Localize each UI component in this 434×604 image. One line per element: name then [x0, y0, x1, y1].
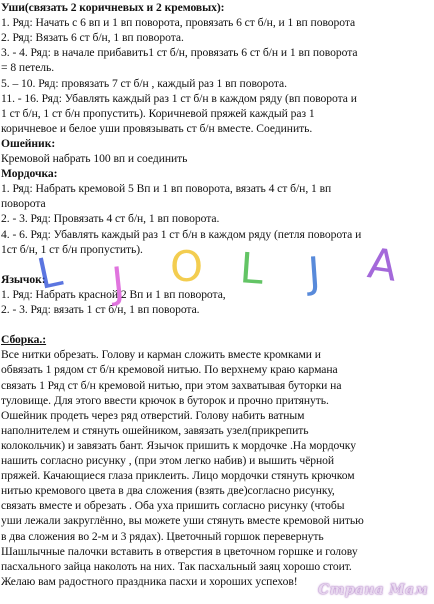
text-line: пряжей. Качающиеся глаза приклеить. Лицо мордочки стянуть крючком: [1, 469, 355, 483]
text-line: 3. - 4. Ряд: в начале прибавить1 ст б/н, провязать 6 ст б/н и 1 вп поворота: [1, 46, 358, 60]
text-line: = 8 петель.: [1, 61, 55, 75]
text-line: 2. - 3. Ряд: вязать 1 ст б/н, 1 вп поворота.: [1, 303, 200, 316]
section-heading: Уши(связать 2 коричневых и 2 кремовых):: [1, 1, 225, 14]
text-line: нашить согласно рисунку , (при этом легко набив) и вышить чёрной: [1, 454, 335, 467]
text-line: 2. - 3. Ряд: Провязать 4 ст б/н, 1 вп поворота.: [1, 212, 220, 226]
text-line: 1ст б/н, 1 ст б/н пропустить).: [1, 242, 143, 256]
text-line: нитью кремового цвета в два сложения (взять две)согласно рисунку,: [1, 484, 335, 498]
text-line: туловище. Для этого ввести крючок в буторок и прочно притянуть.: [1, 393, 329, 407]
section-heading: Ошейник:: [1, 136, 56, 150]
text-line: Кремовой набрать 100 вп и соединить: [1, 152, 188, 165]
text-line: 11. - 16. Ряд: Убавлять каждый раз 1 ст б/н в каждом ряду (вп поворота и: [1, 91, 357, 105]
watermark-letter: J: [109, 257, 127, 308]
section-heading: Сборка.:: [1, 333, 47, 347]
section-heading: Мордочка:: [1, 167, 58, 181]
text-line: Желаю вам радостного праздника пасхи и хороших успехов!: [1, 574, 298, 588]
text-line: 1. Ряд: Набрать красной 2 Вп и 1 вп поворота,: [1, 287, 226, 301]
text-line: наполнителем и стянуть ошейником, завязать узел(прикрепить: [1, 423, 309, 437]
watermark-letter: A: [364, 238, 401, 291]
text-line: коричневое и белое уши провязывать ст б/н вместе. Соединить.: [1, 121, 313, 135]
text-line: 4. - 6. Ряд: Убавлять каждый раз 1 ст б/н в каждом ряду (петля поворота и: [1, 227, 362, 241]
text-line: 5. – 10. Ряд: провязать 7 ст б/н , каждый раз 1 вп поворота.: [1, 76, 287, 90]
text-line: колокольчик) и завязать бант. Язычок пришить к мордочке .На мордочку: [1, 438, 356, 452]
text-line: 1. Ряд: Набрать кремовой 5 Вп и 1 вп поворота, вязать 4 ст б/н, 1 вп: [1, 182, 332, 196]
watermark-letter: L: [238, 243, 266, 294]
text-line: уши лежали закруглённо, вы можете уши стянуть вместе кремовой нитью: [1, 514, 364, 528]
watermark-letter: O: [170, 242, 204, 291]
text-line: связать вместе и обрезать . Оба уха пришить согласно рисунку (чтобы: [1, 499, 345, 513]
watermark-letter: J: [306, 247, 323, 298]
watermark-letter: L: [33, 246, 67, 299]
text-line: Все нитки обрезать. Голову и карман сложить вместе кромками и: [1, 348, 321, 362]
text-line: обвязать 1 рядом ст б/н кремовой нитью. По верхнему краю кармана: [1, 363, 338, 377]
text-line: в два сложения во 2-м и 3 рядах). Цветочный горшок перевернуть: [1, 529, 324, 543]
text-line: связать 1 Ряд ст б/н кремовой нитью, при этом захватывая буторки на: [1, 378, 342, 392]
section-heading: Язычок:: [1, 272, 46, 286]
text-line: Ошейник продеть через ряд отверстий. Голову набить ватным: [1, 408, 305, 422]
text-line: 1 ст б/н, 1 ст б/н пропустить). Коричневой пряжей каждый раз 1: [1, 106, 315, 120]
text-line: поворота: [1, 197, 46, 211]
site-logo: Страна Мам: [318, 582, 428, 598]
text-line: Шашлычные палочки вставить в отверстия в цветочном горшке и голову: [1, 544, 358, 558]
text-line: пасхального зайца наколоть на них. Так пасхальный заяц хорошо стоит.: [1, 559, 352, 573]
text-line: 2. Ряд: Вязать 6 ст б/н, 1 вп поворота.: [1, 31, 184, 45]
text-line: 1. Ряд: Начать с 6 вп и 1 вп поворота, провязать 6 ст б/н, и 1 вп поворота: [1, 16, 356, 30]
